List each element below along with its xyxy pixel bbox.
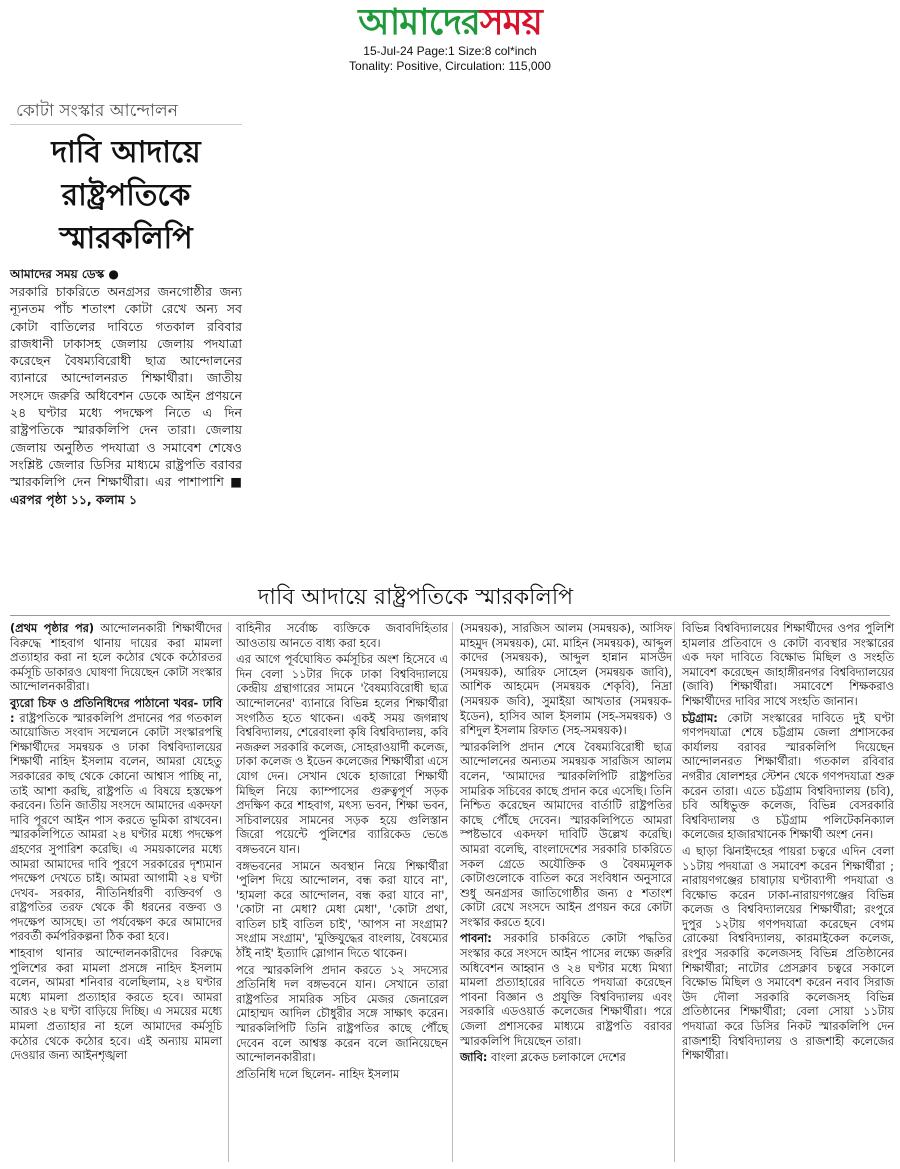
paragraph: বিভিন্ন বিশ্ববিদ্যালয়ের শিক্ষার্থীদের ওপর পুলিশি হামলার প্রতিবাদে ও কোটা ব্যবস্থার সংস্কারের এক দফা দাবিতে বিক্ষোভ মিছিল ও সংহতি সমাবেশ করেছেন জাহাঙ্গীরনগর বিশ্ববিদ্যালয়ের (জাবি) শিক্ষার্থীরা। সমাবেশে শিক্ষকরাও শিক্ষার্থীদের দাবির সাথে সংহতি জানান।: [682, 622, 894, 708]
column-2: [236, 622, 448, 1084]
continuation-banner: দাবি আদায়ে রাষ্ট্রপতিকে স্মারকলিপি: [258, 585, 574, 610]
paragraph-text: আন্দোলনকারী শিক্ষার্থীদের বিরুদ্ধে শাহবাগ থানায় দায়ের করা মামলা প্রত্যাহার করা না হলে কঠোর থেকে কঠোরতর কর্মসূচি ডাকারও ঘোষণা দিয়েছেন কোটা সংস্কার আন্দোলনকারীরা।: [10, 622, 223, 694]
logo-part1: আমাদের: [358, 1, 480, 43]
byline: আমাদের সময় ডেস্ক ●: [10, 267, 119, 281]
headline: [10, 131, 242, 260]
paragraph: [682, 712, 894, 843]
paragraph-text: কোটা সংস্কারের দাবিতে দুই ঘণ্টা গণপদযাত্রা শেষে চট্টগ্রাম জেলা প্রশাসকের কার্যালয় বরাবর স্মারকলিপি দিয়েছেন আন্দোলনরত শিক্ষার্থীরা। গতকাল রবিবার নগরীর ষোলশহর স্টেশন থেকে গণপদযাত্রা শুরু করেন তারা। এতে চট্টগ্রাম বিশ্ববিদ্যালয় (চবি), চবি অধিভুক্ত কলেজ, বিভিন্ন বেসরকারি বিশ্ববিদ্যালয় ও চট্টগ্রাম পলিটেকনিক্যাল কলেজের হাজারখানেক শিক্ষার্থী অংশ নেন।: [682, 711, 894, 842]
paragraph: শাহবাগ থানার আন্দোলনকারীদের বিরুদ্ধে পুলিশের করা মামলা প্রসঙ্গে নাহিদ ইসলাম বলেন, আমরা শনিবার বলেছিলাম, ২৪ ঘণ্টার মধ্যে মামলা প্রত্যাহার করতে হবে। আমরা আরও ২৪ ঘণ্টা বাড়িয়ে দিচ্ছি। এ সময়ের মধ্যে মামলা প্রত্যাহার না হলে আমাদের কর্মসূচি কঠোর থেকে কঠোর হবে। এই অন্যায় মামলা দেওয়ার জন্য আইনশৃঙ্খলা: [10, 947, 222, 1063]
paragraph: বাহিনীর সর্বোচ্চ ব্যক্তিকে জবাবদিহিতার আওতায় আনতে বাধ্য করা হবে।: [236, 622, 448, 650]
masthead: [0, 0, 900, 74]
continuation-columns: [10, 622, 894, 1162]
newspaper-logo: [358, 2, 542, 42]
continuation-lead: (প্রথম পৃষ্ঠার পর): [10, 622, 94, 635]
paragraph: (সমন্বয়ক), সারজিস আলম (সমন্বয়ক), আসিফ মাহমুদ (সমন্বয়ক), মো. মাহিন (সমন্বয়ক), আব্দুল কাদের (সমন্বয়ক), আব্দুল হান্নান মাসউদ (সমন্বয়ক), আরিফ সোহেল (সমন্বয়ক জাবি), আশিক আহমেদ (সমন্বয়ক শেকৃবি), নিদ্রা (সমন্বয়ক জবি), সুমাইয়া আখতার (সমন্বয়ক- ইডেন), হাসিব আল ইসলাম (সহ-সমন্বয়ক) ও রশিদুল ইসলাম রিফাত (সহ-সমন্বয়ক)।: [460, 622, 672, 738]
column-divider: [452, 622, 453, 1162]
front-page-teaser: [10, 98, 242, 508]
paragraph: [10, 622, 222, 695]
paragraph: এর আগে পূর্বঘোষিত কর্মসূচির অংশ হিসেবে এ দিন বেলা ১১টার দিকে ঢাকা বিশ্ববিদ্যালয়ে কেন্দ্রীয় গ্রন্থাগারের সামনে 'বৈষম্যবিরোধী ছাত্র আন্দোলনের' ব্যানারে বিভিন্ন হলের শিক্ষার্থীরা সংগঠিত হতে থাকেন। একই সময় জগন্নাথ বিশ্ববিদ্যালয়, শেরেবাংলা কৃষি বিশ্ববিদ্যালয়, কবি নজরুল সরকারি কলেজ, সোহরাওয়ার্দী কলেজ, ঢাকা কলেজ ও ইডেন কলেজের শিক্ষার্থীরা এসে যোগ দেন। সেখান থেকে হাজারো শিক্ষার্থী মিছিল নিয়ে ক্যাম্পাসের গুরুত্বপূর্ণ সড়ক প্রদক্ষিণ করে শাহবাগ, মৎস্য ভবন, শিক্ষা ভবন, সচিবালয়ের সামনের সড়ক হয়ে গুলিস্তান জিরো পয়েন্টে পুলিশের ব্যারিকেড ভেঙে বঙ্গভবনে যান।: [236, 653, 448, 856]
column-4: [682, 622, 894, 1066]
paragraph: এ ছাড়া ঝিনাইদহের পায়রা চত্বরে এদিন বেলা ১১টায় পদযাত্রা ও সমাবেশ করেন শিক্ষার্থীরা ; নারায়ণগঞ্জের চাষাঢ়ায় ঘণ্টাব্যাপী পদযাত্রা ও বিক্ষোভ করেন ঢাকা-নারায়ণগঞ্জের বিভিন্ন কলেজ ও বিশ্ববিদ্যালয়ের শিক্ষার্থীরা; রংপুরে দুপুর ১২টায় গণপদযাত্রা করেছেন বেগম রোকেয়া বিশ্ববিদ্যালয়, কারমাইকেল কলেজ, রংপুর সরকারি কলেজসহ বিভিন্ন প্রতিষ্ঠানের শিক্ষার্থীরা; নাটোর প্রেসক্লাব চত্বরে সকালে বিক্ষোভ মিছিল ও সমাবেশ করেন নবাব সিরাজ উদ দৌলা সরকারি কলেজসহ বিভিন্ন প্রতিষ্ঠানের শিক্ষার্থীরা; বেলা সোয়া ১১টায় পদযাত্রা করে ডিসির নিকট স্মারকলিপি দেন রাজশাহী বিশ্ববিদ্যালয় ও রাজশাহী কলেজের শিক্ষার্থীরা।: [682, 844, 894, 1063]
teaser-text: সরকারি চাকরিতে অনগ্রসর জনগোষ্ঠীর জন্য ন্যূনতম পাঁচ শতাংশ কোটা রেখে অন্য সব কোটা বাতিলের দাবিতে গতকাল রবিবার রাজধানী ঢাকাসহ জেলায় জেলায় পদযাত্রা করেছেন বৈষম্যবিরোধী ছাত্র আন্দোলনের ব্যানারে আন্দোলনরত শিক্ষার্থীরা। জাতীয় সংসদে জরুরি অধিবেশন ডেকে আইন প্রণয়নে ২৪ ঘণ্টার মধ্যে পদক্ষেপ নিতে এ দিন রাষ্ট্রপতিকে স্মারকলিপি দেন তারা। জেলায় জেলায় অনুষ্ঠিত পদযাত্রা ও সমাবেশ শেষেও সংশ্লিষ্ট জেলার ডিসির মাধ্যমে রাষ্ট্রপতি বরাবর স্মারকলিপি দেন শিক্ষার্থীরা। এর পাশাপাশি: [10, 284, 242, 490]
subhead: জাবি:: [460, 1051, 488, 1065]
paragraph: [460, 1051, 672, 1066]
subhead: চট্টগ্রাম:: [682, 711, 718, 725]
paragraph: [10, 697, 222, 945]
headline-line3: স্মারকলিপি: [59, 221, 193, 256]
headline-line1: দাবি আদায়ে: [51, 135, 201, 170]
paragraph: পরে স্মারকলিপি প্রদান করতে ১২ সদস্যের প্রতিনিধি দল বঙ্গভবনে যান। সেখানে তারা রাষ্ট্রপতির সামরিক সচিব মেজর জেনারেল মোহাম্মদ আদিল চৌধুরীর সঙ্গে সাক্ষাৎ করেন। স্মারকলিপিটি তিনি রাষ্ট্রপতির কাছে পৌঁছে দেবেন বলে আশ্বস্ত করেন বলে জানিয়েছেন আন্দোলনকারীরা।: [236, 963, 448, 1065]
paragraph-text: সরকারি চাকরিতে কোটা পদ্ধতির সংস্কার করে সংসদে আইন পাসের লক্ষ্যে জরুরি অধিবেশন আহ্বান ও ২৪ ঘণ্টার মধ্যে মিথ্যা মামলা প্রত্যাহারের দাবিতে পদযাত্রা করেছেন পাবনা বিজ্ঞান ও প্রযুক্তি বিশ্ববিদ্যালয় এবং সরকারি এডওয়ার্ড কলেজের শিক্ষার্থীরা। পরে জেলা প্রশাসকের মাধ্যমে রাষ্ট্রপতি বরাবর স্মারকলিপি দিয়েছেন তারা।: [460, 932, 672, 1048]
teaser-body: [10, 283, 242, 508]
column-3: [460, 622, 672, 1068]
jump-line: ■ এরপর পৃষ্ঠা ১১, কলাম ১: [10, 474, 242, 507]
paragraph-text: রাষ্ট্রপতিকে স্মারকলিপি প্রদানের পর গতকাল আয়োজিত সংবাদ সম্মেলনে কোটা সংস্কারপন্থি শিক্ষার্থীদের সমন্বয়ক ও ঢাকা বিশ্ববিদ্যালয়ের শিক্ষার্থী নাহিদ ইসলাম বলেন, আমরা যেহেতু সরকারের কাছ থেকে কোনো আশ্বাস পাচ্ছি না, তাই আশা করছি, রাষ্ট্রপতি এ বিষয়ে হস্তক্ষেপ করবেন। তিনি জাতীয় সংসদে আমাদের একদফা দাবি পূরণে আইন পাস করতে ভূমিকা রাখবেন। স্মারকলিপিতে আমরা ২৪ ঘণ্টার মধ্যে পদক্ষেপ গ্রহণের সুপারিশ করেছি। এ সময়কালের মধ্যে আমরা আমাদের দাবি পূরণে সরকারের দৃশ্যমান পদক্ষেপ দেখতে চাই। আমরা আগামী ২৪ ঘণ্টা দেখব- সরকার, নীতিনির্ধারণী ব্যক্তিবর্গ ও রাষ্ট্রপতির তরফ থেকে কী ধরনের বক্তব্য ও পদক্ষেপ আসছে। তা পর্যবেক্ষণ করে আমাদের পরবর্তী কর্মপরিকল্পনা ঠিক করা হবে।: [10, 711, 222, 944]
paragraph-text: বাংলা ব্লকেড চলাকালে দেশের: [491, 1051, 626, 1065]
divider: [10, 615, 890, 616]
column-divider: [228, 622, 229, 1162]
subhead: ব্যুরো চিফ ও প্রতিনিধিদের পাঠানো খবর- ঢাবি :: [10, 696, 222, 725]
headline-line2: রাষ্ট্রপতিকে: [61, 178, 191, 213]
paragraph: প্রতিনিধি দলে ছিলেন- নাহিদ ইসলাম: [236, 1067, 400, 1081]
logo-part2: সময়: [479, 1, 542, 43]
paragraph: স্মারকলিপি প্রদান শেষে বৈষম্যবিরোধী ছাত্র আন্দোলনের অন্যতম সমন্বয়ক সারজিস আলম বলেন, 'আমাদের স্মারকলিপিটি রাষ্ট্রপতির সামরিক সচিবের কাছে প্রদান করে এসেছি। তিনি নিশ্চিত করেছেন আমাদের বার্তাটি রাষ্ট্রপতির কাছে পৌঁছে দেবেন। স্মারকলিপিতে আমরা স্পষ্টভাবে একদফা দাবিটি উল্লেখ করেছি। আমরা বলেছি, বাংলাদেশের সরকারি চাকরিতে সকল গ্রেডে অযৌক্তিক ও বৈষম্যমূলক কোটাগুলোকে বাতিল করে সংবিধান অনুসারে শুধু অনগ্রসর জাতিগোষ্ঠীর জন্য ৫ শতাংশ কোটা রেখে সংসদে আইন প্রণয়ন করে কোটা সংস্কার করতে হবে।: [460, 740, 672, 929]
subhead: পাবনা:: [460, 932, 492, 946]
column-1: [10, 622, 222, 1066]
column-divider: [674, 622, 675, 1162]
clip-meta-line2: Tonality: Positive, Circulation: 115,000: [349, 59, 551, 73]
paragraph: [460, 932, 672, 1049]
kicker: কোটা সংস্কার আন্দোলন: [10, 98, 242, 125]
clip-meta-line1: 15-Jul-24 Page:1 Size:8 col*inch: [363, 44, 537, 58]
paragraph: বঙ্গভবনের সামনে অবস্থান নিয়ে শিক্ষার্থীরা 'পুলিশ দিয়ে আন্দোলন, বন্ধ করা যাবে না', 'হামলা করে আন্দোলন, বন্ধ করা যাবে না', 'কোটা না মেধা? মেধা মেধা', 'কোটা প্রথা, বাতিল চাই বাতিল চাই', 'আপস না সংগ্রাম? সংগ্রাম সংগ্রাম', 'মুক্তিযুদ্ধের বাংলায়, বৈষম্যের ঠাঁই নাই' ইত্যাদি স্লোগান দিতে থাকেন।: [236, 859, 448, 961]
